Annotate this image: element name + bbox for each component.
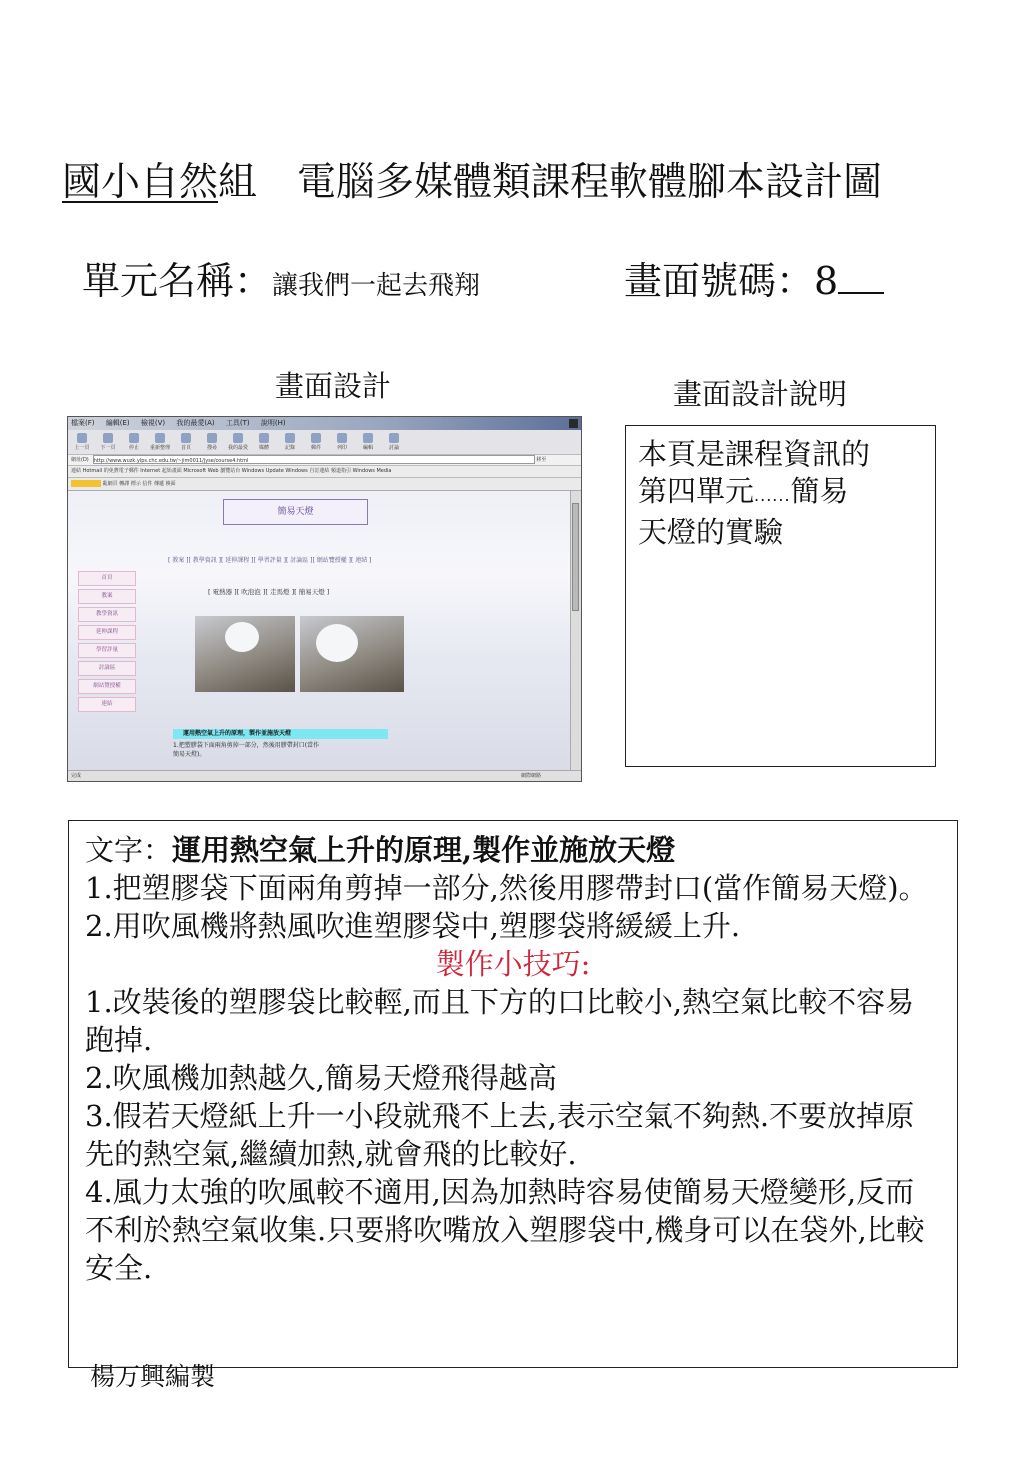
text-heading-line — [85, 831, 941, 869]
title-suffix: 組 — [218, 160, 258, 205]
search-toolbar — [68, 478, 581, 491]
lantern-balloon — [225, 622, 259, 652]
tips-heading: 製作小技巧: — [435, 947, 591, 981]
media-button[interactable]: 媒體 — [254, 433, 274, 451]
link-item[interactable]: 自訂連結 — [309, 468, 330, 474]
caption-highlight: 運用熱空氣上升的原理，製作並施放天燈 — [173, 729, 388, 739]
author-credit: 楊万興編製 — [90, 1362, 216, 1391]
link-item[interactable]: 頻道指引 — [330, 468, 351, 474]
search-tool-item[interactable]: 傳遞 — [154, 481, 165, 487]
media-icon — [259, 433, 269, 443]
link-item[interactable]: Windows Update — [241, 468, 284, 474]
link-item[interactable]: Web 瀏覽站台 — [207, 468, 241, 474]
lantern-balloon — [316, 624, 358, 662]
sidebar-item-assessment[interactable]: 學習評量 — [78, 643, 136, 658]
address-label: 網址(D) — [71, 457, 89, 463]
close-icon[interactable] — [569, 419, 578, 428]
browser-screenshot — [67, 416, 582, 782]
history-icon — [285, 433, 295, 443]
address-bar — [68, 455, 581, 466]
print-button[interactable]: 列印 — [332, 433, 352, 451]
back-button[interactable]: 上一頁 — [72, 433, 92, 451]
edit-button[interactable]: 編輯 — [358, 433, 378, 451]
screen-number — [624, 250, 884, 305]
link-item[interactable]: Windows — [285, 468, 308, 474]
search-tool-item[interactable]: 標示 — [130, 481, 141, 487]
address-input[interactable]: http://www.wuzk.ylps.chc.edu.tw/~jim0011/jyse/course4.html — [93, 455, 535, 464]
page-top-nav[interactable]: [ 教案 ][ 教學資訊 ][ 延伸課程 ][ 學習評量 ][ 討論區 ][ 網站覽授權 ][ 連結 ] — [168, 557, 372, 564]
edit-icon — [363, 433, 373, 443]
sidebar-item-extension[interactable]: 延伸課程 — [78, 625, 136, 640]
search-tool-item[interactable]: 轉譯 — [119, 481, 130, 487]
unit-name — [82, 250, 480, 305]
go-button[interactable]: 移至 — [536, 457, 547, 463]
sidebar-item-forum[interactable]: 討論區 — [78, 661, 136, 676]
page-sub-nav[interactable]: [ 電熱器 ][ 吹泡泡 ][ 走馬燈 ][ 簡易天燈 ] — [208, 588, 330, 596]
discuss-icon — [389, 433, 399, 443]
favorites-button[interactable]: 我的最愛 — [228, 433, 248, 451]
status-right: 網際網路 — [520, 773, 541, 779]
sidebar-item-license[interactable]: 網站覽授權 — [78, 679, 136, 694]
refresh-icon — [155, 433, 165, 443]
desc-line: 天燈的實驗 — [638, 515, 784, 549]
print-icon — [337, 433, 347, 443]
unit-value: 讓我們一起去飛翔 — [272, 271, 481, 301]
screen-number-underline — [838, 262, 884, 294]
sidebar-item-links[interactable]: 連結 — [78, 697, 136, 712]
sidebar-item-info[interactable]: 教學資訊 — [78, 607, 136, 622]
links-label: 連結 — [71, 468, 82, 474]
search-tool-item[interactable]: 換面 — [165, 481, 176, 487]
tip-item: 4.風力太強的吹風較不適用,因為加熱時容易使簡易天燈變形,反而不利於熱空氣收集.只要將吹嘴放入塑膠袋中,機身可以在袋外,比較安全. — [85, 1175, 925, 1285]
link-item[interactable]: Internet 起始畫面 — [140, 468, 182, 474]
favorites-icon — [233, 433, 243, 443]
title-main: 電腦多媒體類課程軟體腳本設計圖 — [297, 160, 883, 205]
page-title — [62, 158, 882, 208]
step-item: 1.把塑膠袋下面兩角剪掉一部分,然後用膠帶封口(當作簡易天燈)。 — [85, 871, 928, 905]
text-heading: 運用熱空氣上升的原理,製作並施放天燈 — [172, 833, 676, 867]
search-logo — [71, 480, 101, 487]
refresh-button[interactable]: 重新整理 — [150, 433, 170, 451]
menu-bar — [68, 417, 581, 430]
links-bar — [68, 466, 581, 478]
home-button[interactable]: 首頁 — [176, 433, 196, 451]
menu-item[interactable]: 工具(T) — [225, 419, 250, 427]
tip-item: 1.改裝後的塑膠袋比較輕,而且下方的口比較小,熱空氣比較不容易跑掉. — [85, 985, 915, 1057]
search-tool-item[interactable]: 信件 — [142, 481, 153, 487]
sidebar-item-lesson[interactable]: 教案 — [78, 589, 136, 604]
stop-button[interactable]: 停止 — [124, 433, 144, 451]
stop-icon — [129, 433, 139, 443]
link-item[interactable]: Hotmail 的免費電子郵件 — [82, 468, 139, 474]
search-tool-item[interactable]: 亂網頁 — [102, 481, 118, 487]
back-icon — [77, 433, 87, 443]
scrollbar[interactable] — [570, 491, 581, 771]
mail-icon — [311, 433, 321, 443]
web-page-content — [68, 491, 571, 771]
desc-line: 第四單元......簡易 — [638, 474, 849, 508]
text-label: 文字： — [85, 833, 173, 867]
screen-number-label: 畫面號碼： — [624, 259, 815, 303]
menu-item[interactable]: 編輯(E) — [105, 419, 130, 427]
mail-button[interactable]: 郵件 — [306, 433, 326, 451]
menu-item[interactable]: 我的最愛(A) — [176, 419, 215, 427]
link-item[interactable]: Microsoft — [183, 468, 207, 474]
sidebar-item-home[interactable]: 首頁 — [78, 571, 136, 586]
forward-button[interactable]: 下一頁 — [98, 433, 118, 451]
page-banner: 簡易天燈 — [223, 499, 368, 525]
design-heading: 畫面設計 — [275, 369, 392, 403]
step-item: 2.用吹風機將熱風吹進塑膠袋中,塑膠袋將緩緩上升. — [85, 909, 741, 943]
photo-left — [195, 616, 295, 692]
search-button[interactable]: 搜尋 — [202, 433, 222, 451]
caption-text: 1.把塑膠袋下面兩角剪掉一部分，然後用膠帶封口(當作 簡易天燈)。 — [173, 742, 320, 758]
menu-item[interactable]: 檢視(V) — [140, 419, 166, 427]
status-left: 完成 — [71, 773, 82, 779]
unit-label: 單元名稱： — [82, 259, 273, 303]
tip-item: 3.假若天燈紙上升一小段就飛不上去,表示空氣不夠熱.不要放掉原先的熱空氣,繼續加熱,就會飛的比較好. — [85, 1099, 915, 1171]
link-item[interactable]: Windows Media — [352, 468, 392, 474]
tip-item: 2.吹風機加熱越久,簡易天燈飛得越高 — [85, 1061, 557, 1095]
photo-right — [300, 616, 404, 692]
status-bar — [68, 770, 581, 781]
scrollbar-thumb[interactable] — [572, 503, 579, 611]
home-icon — [181, 433, 191, 443]
forward-icon — [103, 433, 113, 443]
design-desc-heading: 畫面設計說明 — [673, 377, 848, 411]
screen-number-value: 8 — [814, 259, 839, 303]
history-button[interactable]: 記錄 — [280, 433, 300, 451]
menu-item[interactable]: 說明(H) — [260, 419, 286, 427]
text-content-box — [68, 820, 958, 1368]
menu-item[interactable]: 檔案(F) — [71, 419, 95, 427]
discuss-button[interactable]: 討論 — [384, 433, 404, 451]
design-description-box — [625, 425, 936, 767]
browser-toolbar — [68, 430, 581, 455]
search-icon — [207, 433, 217, 443]
title-underlined: 國小自然 — [62, 160, 219, 205]
desc-line: 本頁是課程資訊的 — [638, 437, 871, 471]
